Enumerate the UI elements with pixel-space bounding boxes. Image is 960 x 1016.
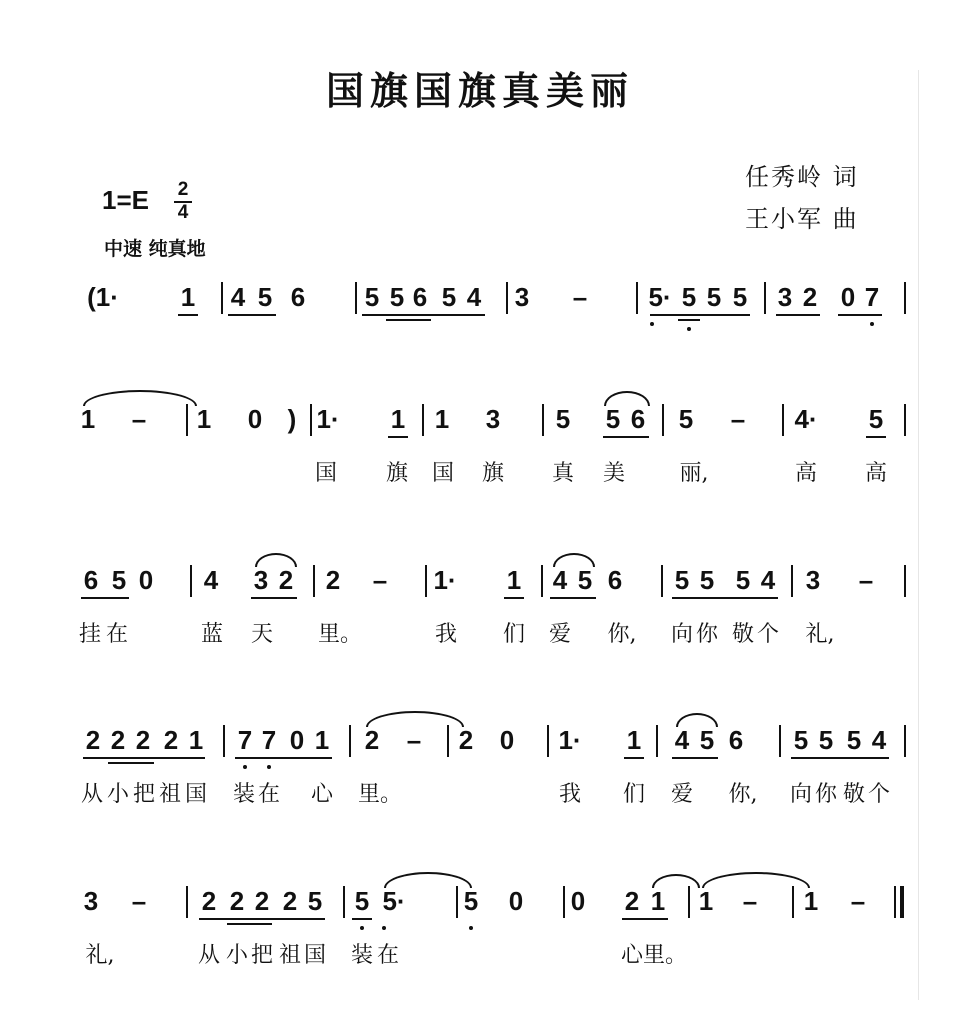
underline — [81, 597, 129, 599]
note: 1· — [558, 725, 582, 755]
bar-line — [904, 725, 906, 757]
underline — [199, 918, 325, 920]
lyric: 我 — [558, 782, 582, 807]
note: 5 — [463, 886, 479, 916]
note: 5 — [699, 565, 715, 595]
bar-line — [547, 725, 549, 757]
note: – — [850, 886, 866, 916]
time-numerator: 2 — [174, 180, 192, 203]
note: 5· — [382, 886, 406, 916]
note: – — [858, 565, 874, 595]
music-system-3 — [0, 565, 960, 655]
song-title: 国旗国旗真美丽 — [325, 68, 634, 113]
underline — [838, 314, 882, 316]
underline — [235, 757, 332, 759]
note: 5 — [793, 725, 809, 755]
underline — [178, 314, 198, 316]
final-bar-line-thick — [900, 886, 904, 918]
note: 4 — [760, 565, 776, 595]
note: 5 — [674, 565, 690, 595]
note: 1 — [626, 725, 642, 755]
lyric: 爱 — [670, 782, 694, 807]
bar-line — [310, 404, 312, 436]
note: 6 — [290, 282, 306, 312]
bar-line — [186, 886, 188, 918]
lyric: 里。 — [642, 943, 688, 968]
key-signature: 1=E — [102, 185, 149, 215]
note: 2 — [802, 282, 818, 312]
lyric: 旗 — [481, 461, 505, 486]
bar-line — [782, 404, 784, 436]
note: 3 — [253, 565, 269, 595]
note: 5· — [648, 282, 672, 312]
lyric: 向 — [789, 782, 813, 807]
underline — [550, 597, 596, 599]
lyric: 敬 — [731, 622, 755, 647]
lyric: 国 — [184, 782, 208, 807]
note: 4 — [230, 282, 246, 312]
lyric: 向 — [670, 622, 694, 647]
note: 5 — [706, 282, 722, 312]
note: 0 — [138, 565, 154, 595]
bar-line — [343, 886, 345, 918]
note: 2 — [163, 725, 179, 755]
note: 5 — [577, 565, 593, 595]
bar-line — [456, 886, 458, 918]
underline — [388, 436, 408, 438]
lyricist-credit: 任秀岭 词 — [745, 163, 859, 191]
bar-line — [904, 565, 906, 597]
underline — [251, 597, 297, 599]
lyric: 装 — [350, 943, 374, 968]
note: 0 — [508, 886, 524, 916]
lyric: 们 — [622, 782, 646, 807]
underline — [776, 314, 820, 316]
lyric: 把 — [132, 782, 156, 807]
note: 6 — [607, 565, 623, 595]
lyric: 小 — [106, 782, 130, 807]
note: 1 — [80, 404, 96, 434]
underline — [108, 762, 154, 764]
note: 0 — [289, 725, 305, 755]
underline — [678, 319, 700, 321]
bar-line — [792, 886, 794, 918]
note: 0 — [840, 282, 856, 312]
note: 5 — [307, 886, 323, 916]
lower-octave-dot — [243, 765, 247, 769]
underline — [362, 314, 485, 316]
note: 0 — [499, 725, 515, 755]
bar-line — [422, 404, 424, 436]
note: 3 — [777, 282, 793, 312]
note: 4 — [674, 725, 690, 755]
note: 1 — [803, 886, 819, 916]
note: 5 — [111, 565, 127, 595]
bar-line — [661, 565, 663, 597]
tempo-marking: 中速 纯真地 — [104, 238, 206, 260]
bar-line — [223, 725, 225, 757]
note: 5 — [605, 404, 621, 434]
note: 5 — [678, 404, 694, 434]
lyric: 从 — [197, 943, 221, 968]
bar-line — [447, 725, 449, 757]
note: 1 — [196, 404, 212, 434]
note: – — [406, 725, 422, 755]
bar-line — [542, 404, 544, 436]
underline — [672, 757, 718, 759]
note: 7 — [864, 282, 880, 312]
lyric: 礼, — [805, 622, 835, 647]
time-signature — [174, 180, 192, 223]
note: 4· — [794, 404, 818, 434]
lyric: 你, — [607, 622, 637, 647]
underline — [866, 436, 886, 438]
note: 5 — [441, 282, 457, 312]
note: – — [372, 565, 388, 595]
lower-octave-dot — [650, 322, 654, 326]
note: 1 — [314, 725, 330, 755]
lyric: 挂 — [78, 622, 102, 647]
underline — [672, 597, 778, 599]
music-system-4 — [0, 725, 960, 815]
bar-line — [791, 565, 793, 597]
note: ) — [287, 404, 297, 434]
note: 6 — [728, 725, 744, 755]
lyric: 天 — [250, 622, 274, 647]
bar-line — [190, 565, 192, 597]
note: 1· — [433, 565, 457, 595]
note: 2 — [110, 725, 126, 755]
note: 3 — [805, 565, 821, 595]
lyric: 蓝 — [200, 622, 224, 647]
page-edge-line — [918, 70, 919, 1000]
note: 2 — [229, 886, 245, 916]
note: 1· — [316, 404, 340, 434]
lyric: 美 — [602, 461, 626, 486]
note: 5 — [364, 282, 380, 312]
note: – — [730, 404, 746, 434]
note: 1 — [180, 282, 196, 312]
lyric: 国 — [303, 943, 327, 968]
underline — [228, 314, 276, 316]
note: 5 — [732, 282, 748, 312]
note: 5 — [389, 282, 405, 312]
note: 0 — [570, 886, 586, 916]
note: – — [131, 886, 147, 916]
lyric: 里。 — [317, 622, 363, 647]
underline — [504, 597, 524, 599]
note: 1 — [698, 886, 714, 916]
note: 4 — [871, 725, 887, 755]
lyric: 高 — [794, 461, 818, 486]
note: – — [572, 282, 588, 312]
note: 6 — [412, 282, 428, 312]
note: 2 — [254, 886, 270, 916]
note: 4 — [552, 565, 568, 595]
note: 6 — [630, 404, 646, 434]
note: 1 — [650, 886, 666, 916]
underline — [622, 918, 668, 920]
note: 1 — [188, 725, 204, 755]
lyric: 从 — [80, 782, 104, 807]
note: 2 — [325, 565, 341, 595]
lyric: 个 — [867, 782, 891, 807]
underline — [83, 757, 205, 759]
lyric: 个 — [756, 622, 780, 647]
lyric: 在 — [105, 622, 129, 647]
note: – — [742, 886, 758, 916]
lower-octave-dot — [360, 926, 364, 930]
lyric: 敬 — [842, 782, 866, 807]
lyric: 你, — [728, 782, 758, 807]
lyric: 丽, — [679, 461, 709, 486]
lower-octave-dot — [267, 765, 271, 769]
note: 6 — [83, 565, 99, 595]
note: 5 — [555, 404, 571, 434]
time-denominator: 4 — [177, 202, 189, 223]
lyric: 心 — [310, 782, 334, 807]
underline — [352, 918, 372, 920]
note: 3 — [485, 404, 501, 434]
lyric: 你 — [814, 782, 838, 807]
note: 3 — [514, 282, 530, 312]
note: 5 — [354, 886, 370, 916]
note: 5 — [257, 282, 273, 312]
note: 2 — [458, 725, 474, 755]
bar-line — [636, 282, 638, 314]
lyric: 你 — [695, 622, 719, 647]
lyric: 高 — [864, 461, 888, 486]
note: 5 — [735, 565, 751, 595]
bar-line — [221, 282, 223, 314]
lyric: 心 — [620, 943, 644, 968]
lyric: 小 — [225, 943, 249, 968]
note: 1 — [434, 404, 450, 434]
lower-octave-dot — [870, 322, 874, 326]
bar-line — [904, 282, 906, 314]
lyric: 在 — [257, 782, 281, 807]
bar-line — [779, 725, 781, 757]
note: 7 — [237, 725, 253, 755]
bar-line — [313, 565, 315, 597]
bar-line — [563, 886, 565, 918]
final-bar-line — [894, 886, 896, 918]
music-system-5 — [0, 886, 960, 976]
note: 2 — [201, 886, 217, 916]
lyric: 装 — [232, 782, 256, 807]
bar-line — [186, 404, 188, 436]
lyric: 们 — [502, 622, 526, 647]
lower-octave-dot — [382, 926, 386, 930]
lyric: 祖 — [278, 943, 302, 968]
note: 0 — [247, 404, 263, 434]
note: 4 — [203, 565, 219, 595]
underline — [603, 436, 649, 438]
bar-line — [656, 725, 658, 757]
note: 3 — [83, 886, 99, 916]
lyric: 旗 — [385, 461, 409, 486]
lyric: 把 — [250, 943, 274, 968]
lyric: 在 — [376, 943, 400, 968]
underline — [624, 757, 644, 759]
lyric: 爱 — [548, 622, 572, 647]
note: (1· — [87, 282, 119, 312]
lyric: 礼, — [85, 943, 115, 968]
note: 5 — [868, 404, 884, 434]
note: 7 — [261, 725, 277, 755]
note: 2 — [85, 725, 101, 755]
bar-line — [541, 565, 543, 597]
lyric: 真 — [551, 461, 575, 486]
note: – — [131, 404, 147, 434]
music-system-1 — [0, 282, 960, 342]
note: 1 — [506, 565, 522, 595]
note: 2 — [624, 886, 640, 916]
bar-line — [506, 282, 508, 314]
note: 5 — [846, 725, 862, 755]
note: 2 — [278, 565, 294, 595]
note: 2 — [282, 886, 298, 916]
lyric: 里。 — [357, 782, 403, 807]
lyric: 我 — [434, 622, 458, 647]
bar-line — [355, 282, 357, 314]
underline — [227, 923, 272, 925]
note: 5 — [681, 282, 697, 312]
bar-line — [688, 886, 690, 918]
lyric: 国 — [314, 461, 338, 486]
note: 5 — [818, 725, 834, 755]
note: 1 — [390, 404, 406, 434]
bar-line — [425, 565, 427, 597]
note: 4 — [466, 282, 482, 312]
bar-line — [349, 725, 351, 757]
music-system-2 — [0, 404, 960, 494]
underline — [386, 319, 431, 321]
underline — [791, 757, 889, 759]
composer-credit: 王小军 曲 — [745, 205, 859, 233]
bar-line — [904, 404, 906, 436]
lyric: 祖 — [158, 782, 182, 807]
underline — [650, 314, 750, 316]
lower-octave-dot — [687, 327, 691, 331]
note: 2 — [135, 725, 151, 755]
bar-line — [764, 282, 766, 314]
lower-octave-dot — [469, 926, 473, 930]
note: 5 — [699, 725, 715, 755]
bar-line — [662, 404, 664, 436]
note: 2 — [364, 725, 380, 755]
lyric: 国 — [431, 461, 455, 486]
